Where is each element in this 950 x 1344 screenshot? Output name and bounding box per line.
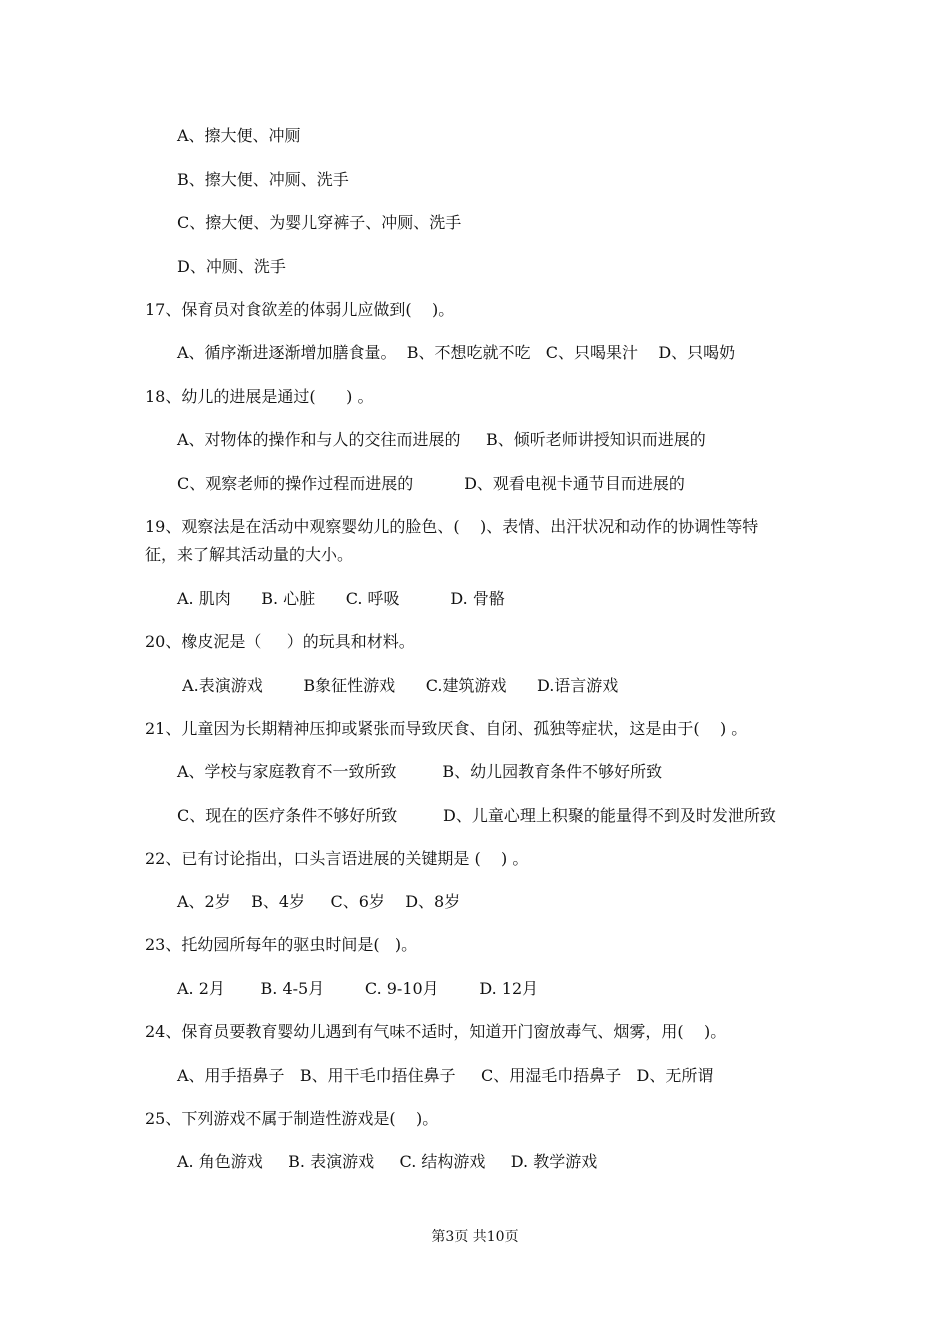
option-line: A、循序渐进逐渐增加膳食量。 B、不想吃就不吃 C、只喝果汁 D、只喝奶 [177,343,736,362]
option-line: A. 2月 B. 4-5月 C. 9-10月 D. 12月 [177,979,539,998]
question-line: 23、托幼园所每年的驱虫时间是( )。 [145,935,418,954]
option-line: A、擦大便、冲厕 [177,126,301,145]
option-line: A. 肌肉 B. 心脏 C. 呼吸 D. 骨骼 [177,589,505,608]
question-line: 17、保育员对食欲差的体弱儿应做到( )。 [145,300,455,319]
option-line: A、2岁 B、4岁 C、6岁 D、8岁 [177,892,461,911]
question-line: 24、保育员要教育婴幼儿遇到有气味不适时，知道开门窗放毒气、烟雾，用( )。 [145,1022,727,1041]
option-line: B、擦大便、冲厕、洗手 [177,170,349,189]
question-line: 征，来了解其活动量的大小。 [145,545,354,564]
question-line: 22、已有讨论指出，口头言语进展的关键期是 ( ) 。 [145,849,529,868]
question-line: 18、幼儿的进展是通过( ) 。 [145,387,374,406]
option-line: A、用手捂鼻子 B、用干毛巾捂住鼻子 C、用湿毛巾捂鼻子 D、无所谓 [177,1066,714,1085]
option-line: C、擦大便、为婴儿穿裤子、冲厕、洗手 [177,213,462,232]
question-line: 20、橡皮泥是（ ）的玩具和材料。 [145,632,415,651]
page-footer: 第3页 共10页 [431,1229,519,1245]
option-line: A. 角色游戏 B. 表演游戏 C. 结构游戏 D. 教学游戏 [177,1152,598,1171]
option-line: C、现在的医疗条件不够好所致 D、儿童心理上积聚的能量得不到及时发泄所致 [177,806,776,825]
option-line: A、对物体的操作和与人的交往而进展的 B、倾听老师讲授知识而进展的 [177,430,706,449]
option-line: D、冲厕、洗手 [177,257,286,276]
option-line: C、观察老师的操作过程而进展的 D、观看电视卡通节目而进展的 [177,474,685,493]
option-line: A.表演游戏 B象征性游戏 C.建筑游戏 D.语言游戏 [177,676,619,695]
option-line: A、学校与家庭教育不一致所致 B、幼儿园教育条件不够好所致 [177,762,663,781]
question-line: 19、观察法是在活动中观察婴幼儿的脸色、( )、表情、出汗状况和动作的协调性等特 [145,517,759,536]
question-line: 25、下列游戏不属于制造性游戏是( )。 [145,1109,439,1128]
question-line: 21、儿童因为长期精神压抑或紧张而导致厌食、自闭、孤独等症状，这是由于( ) 。 [145,719,748,738]
